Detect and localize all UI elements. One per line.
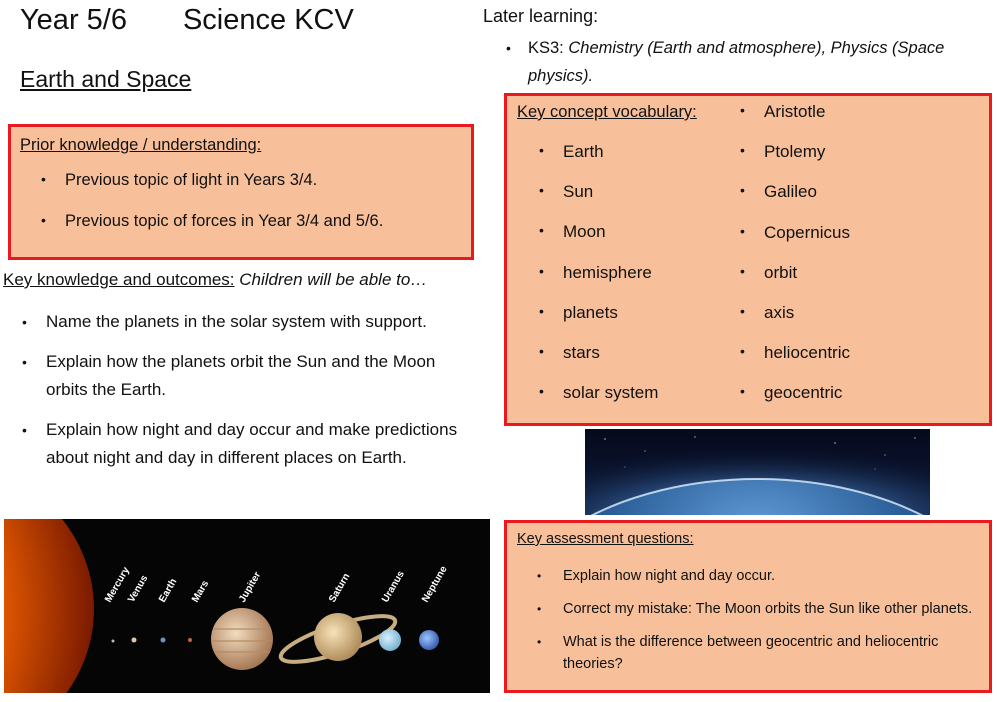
ks3-prefix: KS3:: [528, 39, 569, 57]
bullet-icon: •: [22, 354, 27, 370]
ks3-detail: Chemistry (Earth and atmosphere), Physics (Space physics).: [528, 39, 945, 85]
bullet-icon: •: [537, 635, 542, 649]
bullet-icon: •: [539, 342, 544, 359]
earth-shape: [161, 638, 166, 643]
vocabulary-column-2: [740, 102, 850, 424]
venus-shape: [132, 638, 137, 643]
bullet-icon: •: [740, 343, 745, 360]
bullet-icon: •: [539, 262, 544, 279]
vocab-item: • solar system: [539, 383, 659, 403]
bullet-icon: •: [22, 422, 27, 438]
vocab-item: • geocentric: [740, 383, 843, 403]
bullet-icon: •: [506, 40, 511, 56]
subject-label: Science KCV: [182, 4, 354, 36]
vocabulary-column-1: [539, 142, 658, 423]
bullet-icon: •: [740, 383, 745, 400]
list-item: • Explain how the planets orbit the Sun and the Moon orbits the Earth.: [22, 348, 472, 404]
list-item: • Explain how night and day occur.: [537, 565, 977, 587]
bullet-icon: •: [537, 602, 542, 616]
vocabulary-heading: Key concept vocabulary:: [517, 103, 697, 121]
bullet-icon: •: [539, 222, 544, 239]
vocab-item: • Copernicus: [740, 222, 850, 242]
list-item: • Previous topic of forces in Year 3/4 and 5/6.: [41, 212, 384, 230]
planet-label: Mars: [190, 578, 212, 605]
planet-label: Mercury: [103, 565, 133, 605]
list-item: • Explain how night and day occur and make predictions about night and day in different places on Earth.: [22, 416, 472, 472]
vocab-item: • planets: [539, 302, 618, 322]
vocab-item: • stars: [539, 342, 600, 362]
outcomes-list: [22, 308, 472, 484]
bullet-icon: •: [539, 302, 544, 319]
bullet-icon: •: [539, 182, 544, 199]
bullet-icon: •: [539, 142, 544, 158]
bullet-icon: •: [740, 182, 745, 199]
later-learning-item: [506, 34, 981, 90]
vocab-item: • Moon: [539, 222, 606, 242]
bullet-icon: •: [537, 569, 542, 583]
vocab-item: • heliocentric: [740, 343, 850, 363]
topic-title: Earth and Space: [20, 66, 192, 92]
uranus-shape: [379, 629, 401, 651]
assessment-list: [537, 565, 977, 686]
planet-label: Jupiter: [237, 570, 264, 605]
list-item: • What is the difference between geocentric and heliocentric theories?: [537, 631, 977, 675]
neptune-shape: [419, 630, 439, 650]
solar-system-image: [4, 519, 490, 693]
planet-label: Earth: [157, 576, 180, 605]
mars-shape: [188, 638, 192, 642]
bullet-icon: •: [22, 314, 27, 330]
bullet-icon: •: [41, 171, 46, 187]
bullet-icon: •: [740, 102, 745, 118]
vocab-item: • axis: [740, 302, 795, 322]
bullet-icon: •: [740, 142, 745, 159]
outcomes-heading: [3, 270, 427, 290]
planet-label: Neptune: [420, 564, 450, 605]
assessment-box: [504, 520, 992, 693]
bullet-icon: •: [740, 262, 745, 279]
outcomes-heading-suffix: Children will be able to…: [234, 270, 428, 289]
bullet-icon: •: [740, 222, 745, 239]
bullet-icon: •: [539, 383, 544, 400]
planet-label: Venus: [126, 573, 151, 605]
vocab-item: • orbit: [740, 262, 798, 282]
mercury-shape: [112, 640, 115, 643]
vocab-item: • Galileo: [740, 182, 817, 202]
planet-label: Saturn: [327, 571, 353, 605]
earth-illustration: [585, 429, 930, 515]
list-item: • Previous topic of light in Years 3/4.: [41, 171, 318, 189]
saturn-shape: [314, 613, 362, 661]
bullet-icon: •: [740, 302, 745, 319]
outcomes-heading-label: Key knowledge and outcomes:: [3, 270, 235, 289]
vocab-item: • Ptolemy: [740, 142, 826, 162]
vocabulary-box: [504, 93, 992, 426]
list-item: • Correct my mistake: The Moon orbits the Sun like other planets.: [537, 598, 977, 620]
earth-from-space-image: [585, 429, 930, 515]
planet-label: Uranus: [380, 569, 407, 605]
page-title: [20, 4, 354, 37]
solar-system-illustration: [4, 519, 490, 693]
year-label: Year 5/6: [20, 4, 127, 36]
vocab-item: • Aristotle: [740, 102, 826, 121]
assessment-heading: Key assessment questions:: [517, 531, 694, 547]
later-learning-heading: Later learning:: [483, 6, 599, 26]
vocab-item: • Sun: [539, 182, 594, 202]
vocab-item: • hemisphere: [539, 262, 652, 282]
jupiter-shape: [211, 608, 273, 670]
prior-knowledge-box: [8, 124, 474, 260]
vocab-item: • Earth: [539, 142, 604, 161]
bullet-icon: •: [41, 212, 46, 228]
prior-knowledge-heading: Prior knowledge / understanding:: [20, 136, 262, 154]
prior-knowledge-list: [41, 171, 383, 253]
list-item: • Name the planets in the solar system with support.: [22, 308, 472, 336]
